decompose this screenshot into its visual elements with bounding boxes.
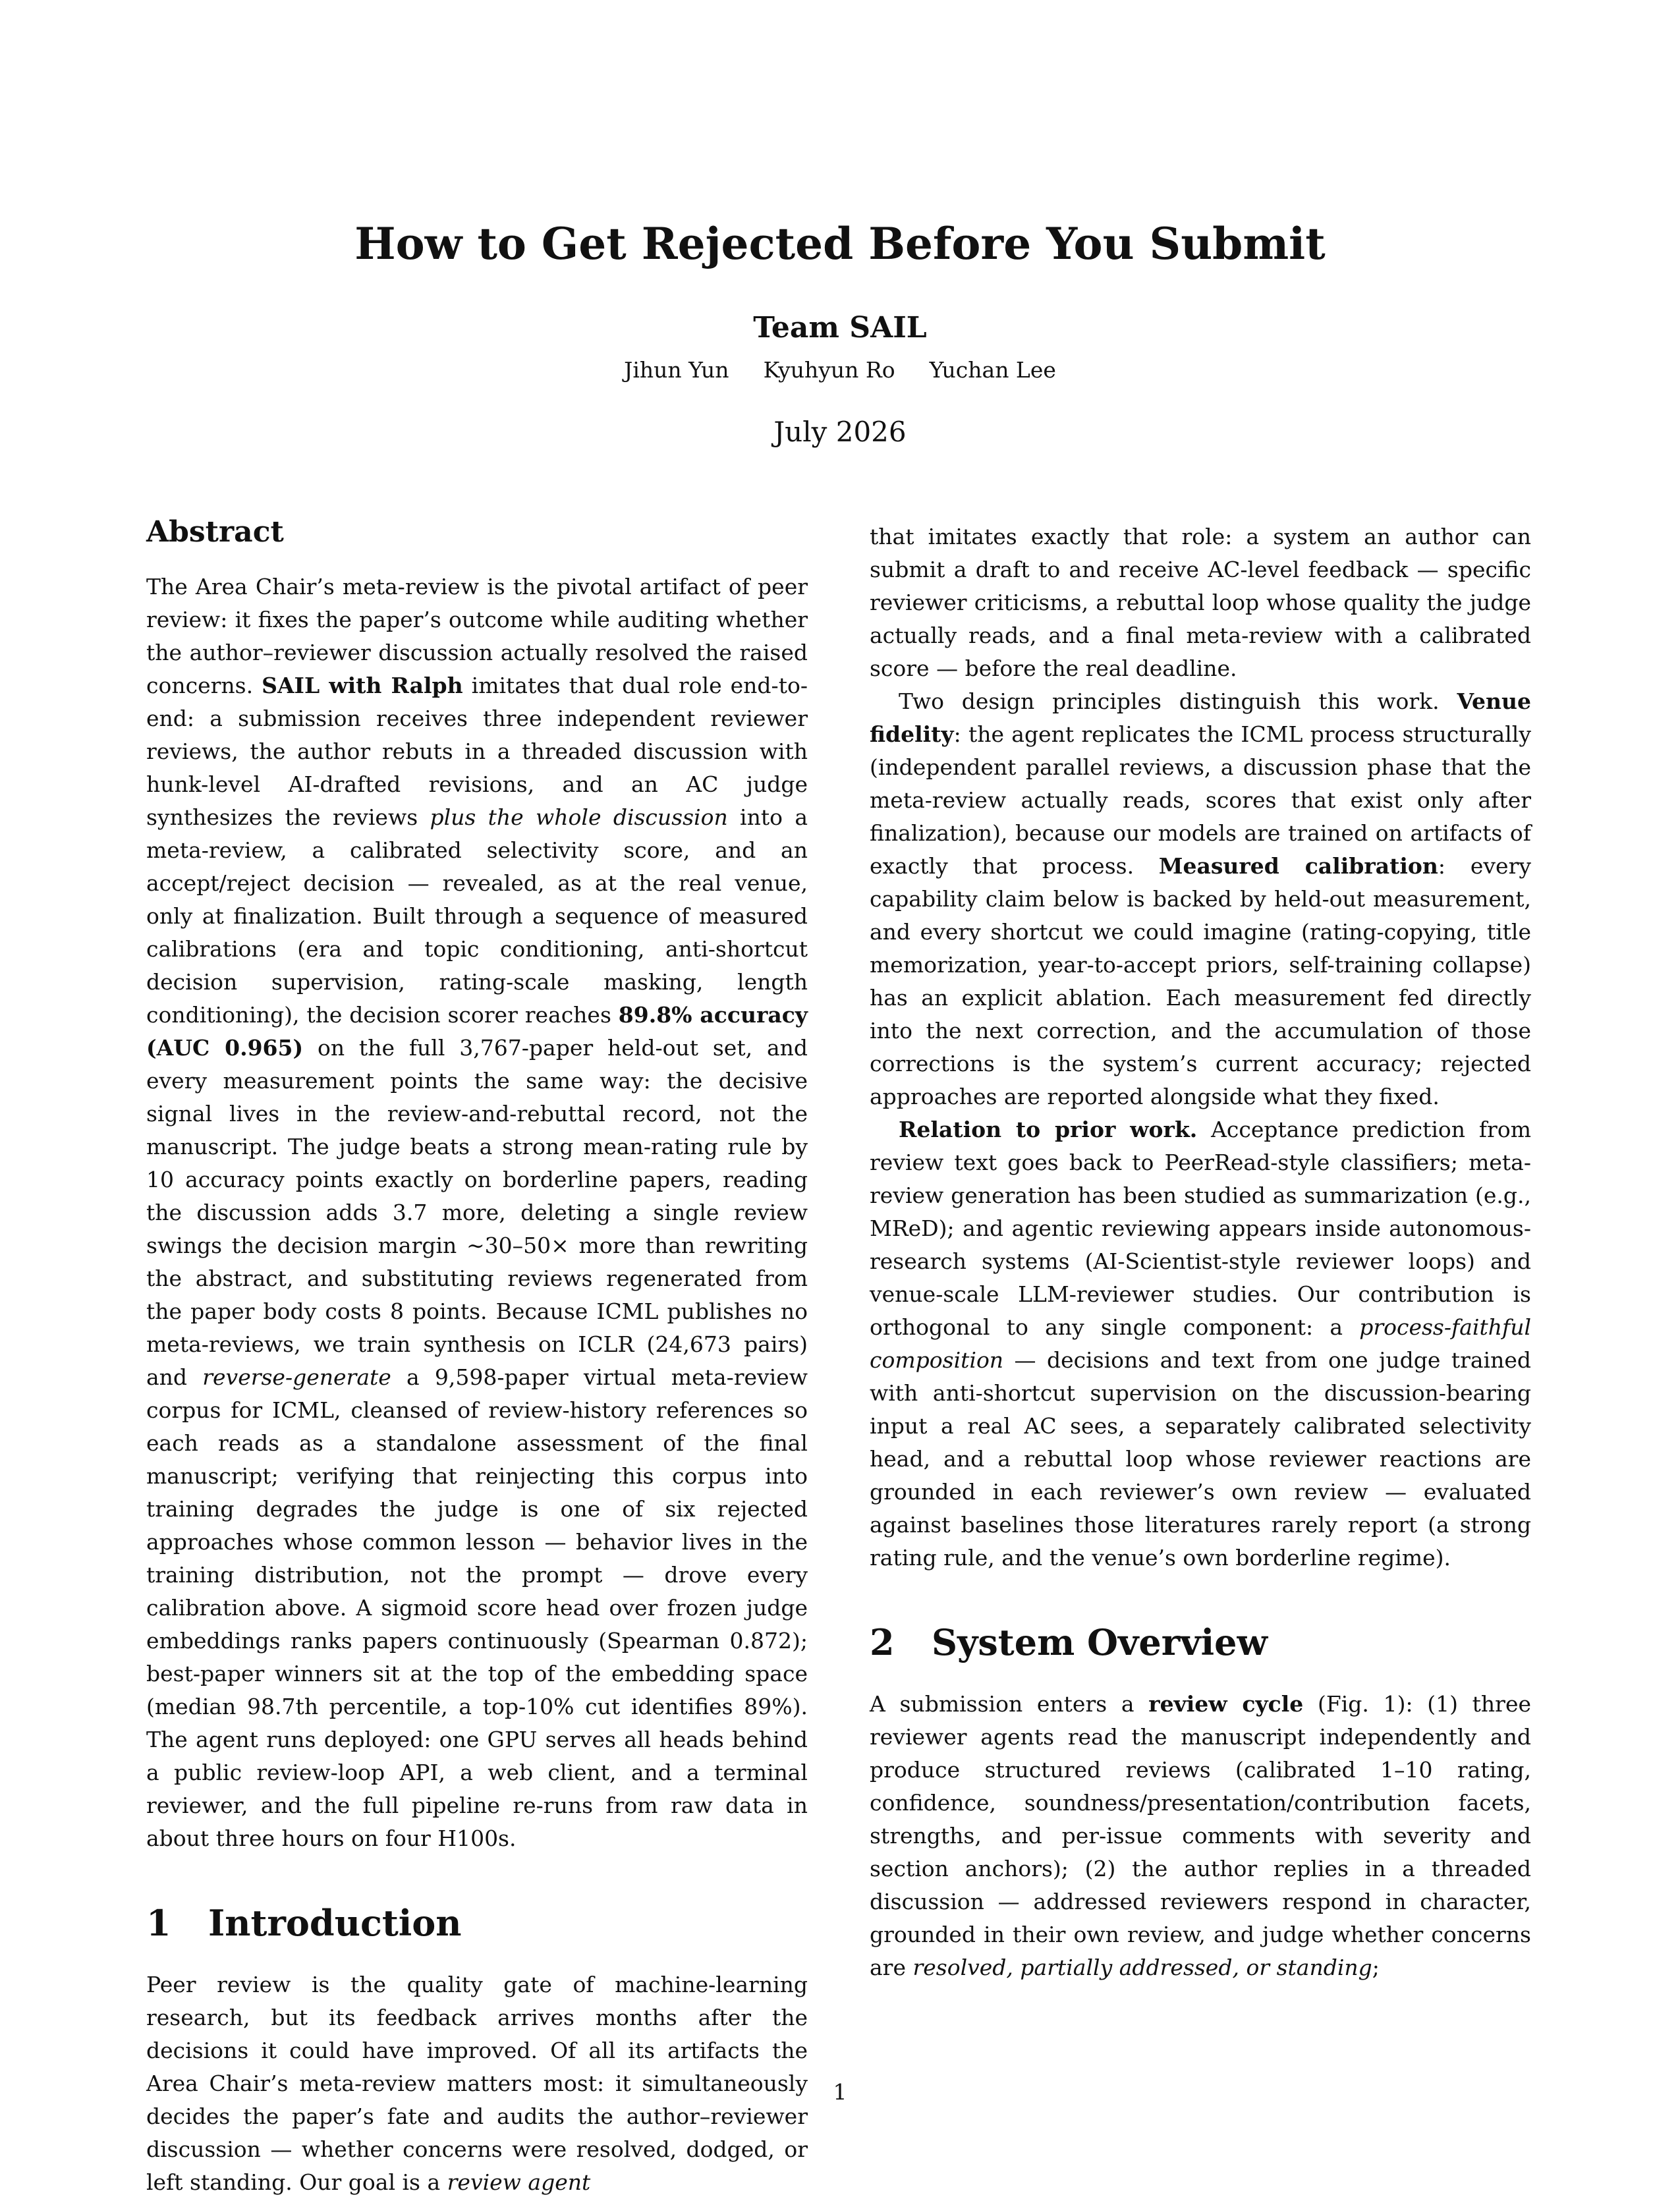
team-name: Team SAIL bbox=[753, 311, 927, 345]
section-heading-system-overview: 2 System Overview bbox=[870, 1621, 1268, 1663]
section-heading-introduction: 1 Introduction bbox=[146, 1902, 462, 1944]
paper-title: How to Get Rejected Before You Submit bbox=[354, 218, 1326, 269]
intro-paragraph-continued: that imitates exactly that role: a system an author can submit a draft to and receive AC-level feedback — specific reviewer criticisms, a rebuttal loop whose quality the judge actually reads, and a final meta-review with a calibrated score — before the real deadline. bbox=[870, 524, 1531, 681]
left-column bbox=[146, 514, 808, 2199]
author-name: Yuchan Lee bbox=[929, 357, 1056, 383]
intro-paragraph-prior-work: Relation to prior work. Acceptance prediction from review text goes back to PeerRead-style classifiers; meta-review generation has been studied as summarization (e.g., MReD); and agentic reviewing appears inside autonomous-research systems (AI-Scientist-style reviewer loops) and venue-scale LLM-reviewer studies. Our contribution is orthogonal to any single component: a process-faithful composition — decisions and text from one judge trained with anti-shortcut supervision on the discussion-bearing input a real AC sees, a separately calibrated selectivity head, and a rebuttal loop whose reviewer reactions are grounded in each reviewer’s own review — evaluated against baselines those literatures rarely report (a strong rating rule, and the venue’s own borderline regime). bbox=[870, 1117, 1531, 1571]
abstract-text: The Area Chair’s meta-review is the pivotal artifact of peer review: it fixes the paper’s outcome while auditing whether the author–reviewer discussion actually resolved the raised concerns. SAIL with Ralph imitates that dual role end-to-end: a submission receives three independent reviewer reviews, the author rebuts in a threaded discussion with hunk-level AI-drafted revisions, and an AC judge synthesizes the reviews plus the whole discussion into a meta-review, a calibrated selectivity score, and an accept/reject decision — revealed, as at the real venue, only at finalization. Built through a sequence of measured calibrations (era and topic conditioning, anti-shortcut decision supervision, rating-scale masking, length conditioning), the decision scorer reaches 89.8% accuracy (AUC 0.965) on the full 3,767-paper held-out set, and every measurement points the same way: the decisive signal lives in the review-and-rebuttal record, not the manuscript. The judge beats a strong mean-rating rule by 10 accuracy points exactly on borderline papers, reading the discussion adds 3.7 more, deleting a single review swings the decision margin ∼30–50× more than rewriting the abstract, and substituting reviews regenerated from the paper body costs 8 points. Because ICML publishes no meta-reviews, we train synthesis on ICLR (24,673 pairs) and reverse-generate a 9,598-paper virtual meta-review corpus for ICML, cleansed of review-history references so each reads as a standalone assessment of the final manuscript; verifying that reinjecting this corpus into training degrades the judge is one of six rejected approaches whose common lesson — behavior lives in the training distribution, not the prompt — drove every calibration above. A sigmoid score head over frozen judge embeddings ranks papers continuously (Spearman 0.872); best-paper winners sit at the top of the embedding space (median 98.7th percentile, a top-10% cut identifies 89%). The agent runs deployed: one GPU serves all heads behind a public review-loop API, a web client, and a terminal reviewer, and the full pipeline re-runs from raw data in about three hours on four H100s. bbox=[146, 574, 808, 1851]
paper-date: July 2026 bbox=[773, 416, 907, 448]
intro-paragraph-design: Two design principles distinguish this work. Venue fidelity: the agent replicates the ICML process structurally (independent parallel reviews, a discussion phase that the meta-review actually reads, scores that exist only after finalization), because our models are trained on artifacts of exactly that process. Measured calibration: every capability claim below is backed by held-out measurement, and every shortcut we could imagine (rating-copying, title memorization, year-to-accept priors, self-training collapse) has an explicit ablation. Each measurement fed directly into the next correction, and the accumulation of those corrections is the system’s current accuracy; rejected approaches are reported alongside what they fixed. bbox=[870, 688, 1531, 1109]
intro-paragraph: Peer review is the quality gate of machine-learning research, but its feedback arrives months after the decisions it could have improved. Of all its artifacts the Area Chair’s meta-review matters most: it simultaneously decides the paper’s fate and audits the author–reviewer discussion — whether concerns were resolved, dodged, or left standing. Our goal is a review agent bbox=[146, 1972, 808, 2195]
overview-paragraph: A submission enters a review cycle (Fig. 1): (1) three reviewer agents read the manuscript independently and produce structured reviews (calibrated 1–10 rating, confidence, soundness/presentation/contribution facets, strengths, and per-issue comments with severity and section anchors); (2) the author replies in a threaded discussion — addressed reviewers respond in character, grounded in their own review, and judge whether concerns are resolved, partially addressed, or standing; bbox=[870, 1691, 1532, 1980]
author-name: Jihun Yun bbox=[624, 357, 729, 383]
author-list bbox=[0, 356, 1680, 385]
right-column bbox=[870, 520, 1531, 1984]
page-number: 1 bbox=[833, 2079, 847, 2105]
author-name: Kyuhyun Ro bbox=[763, 357, 895, 383]
abstract-heading: Abstract bbox=[146, 515, 284, 549]
